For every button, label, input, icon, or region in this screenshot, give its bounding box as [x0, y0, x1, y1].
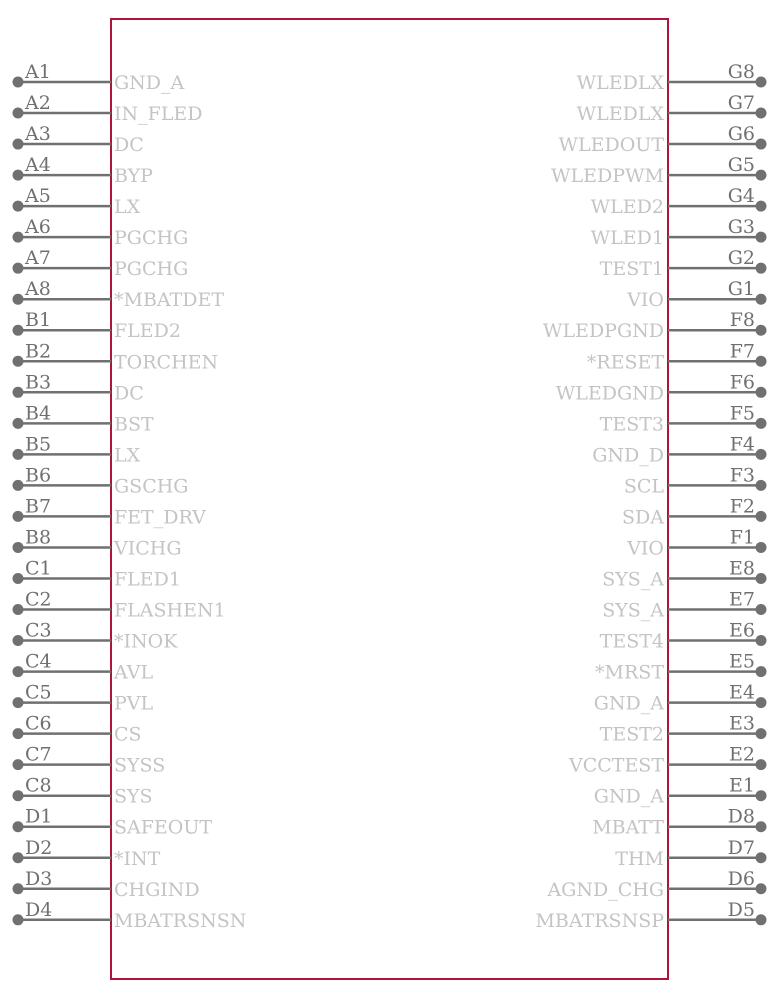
pin-terminal-dot	[756, 759, 767, 770]
pin-terminal-dot	[13, 604, 24, 615]
pin-number: B5	[25, 433, 52, 456]
pin-terminal-dot	[756, 294, 767, 305]
pin-terminal-dot	[13, 635, 24, 646]
pin-C5	[13, 682, 154, 715]
pin-terminal-dot	[13, 883, 24, 894]
pin-D4	[13, 899, 247, 932]
pin-number: G4	[727, 185, 755, 208]
pin-number: G7	[727, 92, 755, 115]
pin-terminal-dot	[13, 387, 24, 398]
pin-number: F1	[729, 526, 755, 549]
pin-name: AVL	[114, 661, 154, 684]
pin-number: B4	[25, 402, 52, 425]
pin-number: C2	[25, 588, 52, 611]
pin-terminal-dot	[756, 635, 767, 646]
pin-terminal-dot	[756, 77, 767, 88]
pin-number: G5	[727, 154, 755, 177]
pin-terminal-dot	[13, 790, 24, 801]
pin-number: B3	[25, 371, 52, 394]
pin-B7	[13, 495, 207, 528]
pin-name: TORCHEN	[114, 351, 219, 374]
pin-terminal-dot	[13, 821, 24, 832]
pin-name: WLEDLX	[576, 72, 664, 94]
pin-E6	[600, 620, 767, 653]
pin-F4	[592, 433, 766, 466]
pin-G3	[591, 216, 767, 249]
pin-number: F8	[729, 309, 755, 332]
pin-terminal-dot	[756, 790, 767, 801]
pin-E8	[602, 557, 766, 590]
pin-D7	[615, 837, 766, 870]
pin-E7	[602, 589, 766, 622]
pin-number: F7	[729, 340, 755, 363]
pin-C4	[13, 651, 154, 684]
pin-name: LX	[114, 196, 141, 219]
pin-name: FET_DRV	[114, 506, 206, 529]
pin-F3	[624, 464, 767, 497]
pin-name: TEST4	[599, 630, 664, 653]
pin-F1	[626, 526, 766, 559]
pin-B3	[13, 371, 144, 404]
pin-terminal-dot	[756, 914, 767, 925]
pin-E5	[595, 651, 766, 684]
pin-G2	[600, 247, 767, 280]
pin-terminal-dot	[13, 449, 24, 460]
pin-terminal-dot	[13, 511, 24, 522]
pin-name: *MBATDET	[114, 289, 225, 312]
pin-F2	[622, 495, 766, 528]
pin-number: A8	[25, 278, 51, 301]
pin-terminal-dot	[13, 139, 24, 150]
pin-terminal-dot	[756, 542, 767, 553]
pin-B1	[13, 309, 182, 342]
pin-number: D6	[727, 867, 755, 890]
pin-terminal-dot	[756, 139, 767, 150]
pin-name: SDA	[622, 506, 664, 529]
pin-name: FLED2	[114, 320, 181, 343]
pin-B2	[13, 340, 219, 373]
pin-terminal-dot	[756, 449, 767, 460]
pin-name: WLED1	[590, 227, 664, 250]
pin-name: MBATT	[592, 816, 664, 839]
pin-name: WLEDOUT	[558, 134, 664, 157]
pin-number: B2	[25, 340, 52, 363]
pin-name: WLEDGND	[555, 382, 664, 405]
pin-number: G6	[727, 123, 755, 146]
pin-terminal-dot	[13, 666, 24, 677]
pin-number: E3	[729, 712, 755, 735]
pin-name: SYSS	[114, 754, 166, 777]
pin-terminal-dot	[13, 480, 24, 491]
pin-name: SYS_A	[602, 599, 664, 622]
pin-name: SYS	[114, 785, 153, 808]
pin-number: G2	[727, 247, 755, 270]
pin-name: DC	[114, 134, 144, 157]
pin-number: G8	[727, 61, 755, 83]
pin-G7	[577, 92, 767, 125]
pin-terminal-dot	[13, 759, 24, 770]
pin-C3	[13, 620, 179, 653]
pin-terminal-dot	[756, 232, 767, 243]
pin-E3	[600, 713, 767, 746]
pin-number: C4	[25, 650, 52, 673]
pin-terminal-dot	[13, 108, 24, 119]
pin-A6	[13, 216, 189, 249]
pin-D5	[535, 899, 766, 932]
pin-number: D8	[727, 805, 755, 828]
pin-name: SAFEOUT	[114, 816, 213, 839]
pin-number: B8	[25, 526, 52, 549]
pin-name: GND_A	[593, 785, 664, 808]
pin-name: TEST3	[599, 413, 664, 436]
pin-A8	[13, 278, 225, 311]
pin-name: SCL	[623, 475, 664, 498]
pin-B4	[13, 402, 154, 435]
pin-E4	[594, 682, 767, 715]
pin-G8	[577, 61, 767, 94]
pin-terminal-dot	[756, 263, 767, 274]
pin-D2	[13, 837, 161, 870]
pin-number: C1	[25, 557, 52, 580]
pin-terminal-dot	[13, 852, 24, 863]
pin-C2	[13, 589, 226, 622]
pin-number: D4	[25, 898, 53, 921]
pin-F5	[600, 402, 767, 435]
pin-number: F5	[729, 402, 755, 425]
pin-name: PVL	[114, 692, 154, 715]
pin-number: C8	[25, 774, 52, 797]
pin-terminal-dot	[756, 170, 767, 181]
pin-F6	[556, 371, 767, 404]
pin-terminal-dot	[13, 325, 24, 336]
pin-number: D2	[25, 836, 53, 859]
pin-terminal-dot	[756, 201, 767, 212]
pin-number: D1	[25, 805, 53, 828]
pin-A5	[13, 185, 141, 218]
pin-terminal-dot	[756, 728, 767, 739]
pin-terminal-dot	[13, 170, 24, 181]
pin-name: PGCHG	[114, 258, 189, 281]
pin-C8	[13, 775, 153, 808]
left-pin-group	[13, 61, 247, 932]
pin-number: F4	[729, 433, 755, 456]
pin-name: VIO	[627, 289, 664, 312]
pin-F7	[587, 340, 767, 373]
pin-name: GND_D	[592, 444, 664, 467]
pin-terminal-dot	[13, 294, 24, 305]
pin-name: WLED2	[590, 196, 664, 219]
pin-number: A4	[25, 154, 51, 177]
pin-number: D7	[727, 836, 755, 859]
pin-terminal-dot	[13, 77, 24, 88]
pin-terminal-dot	[13, 914, 24, 925]
right-pin-group	[535, 61, 766, 932]
pin-terminal-dot	[756, 883, 767, 894]
pin-number: E5	[729, 650, 755, 673]
pin-name: MBATRSNSN	[114, 909, 247, 932]
pin-B6	[13, 464, 189, 497]
pin-name: AGND_CHG	[547, 878, 664, 901]
pin-number: F2	[729, 495, 755, 518]
pin-name: WLEDPWM	[550, 165, 664, 188]
pin-number: E6	[729, 619, 755, 642]
pin-terminal-dot	[13, 697, 24, 708]
pin-E1	[594, 775, 767, 808]
pin-B5	[13, 433, 141, 466]
pin-name: BYP	[114, 165, 153, 188]
pin-number: A3	[25, 123, 51, 146]
pin-terminal-dot	[756, 821, 767, 832]
pin-C1	[13, 557, 182, 590]
pin-G6	[558, 123, 766, 156]
pin-number: B1	[25, 309, 52, 332]
pin-A1	[13, 61, 185, 94]
pin-number: E2	[729, 743, 755, 766]
pin-terminal-dot	[756, 511, 767, 522]
pin-B8	[13, 526, 182, 559]
pin-number: F6	[729, 371, 755, 394]
pin-terminal-dot	[756, 108, 767, 119]
pin-C7	[13, 744, 166, 777]
pin-name: WLEDPGND	[542, 320, 664, 343]
pin-name: *RESET	[586, 351, 664, 374]
pin-name: CS	[114, 723, 142, 746]
pin-number: E7	[729, 588, 755, 611]
pin-A7	[13, 247, 189, 280]
pin-terminal-dot	[756, 852, 767, 863]
pin-terminal-dot	[756, 480, 767, 491]
pin-name: BST	[114, 413, 154, 436]
pin-F8	[543, 309, 767, 342]
pin-G5	[551, 154, 767, 187]
pin-terminal-dot	[756, 418, 767, 429]
pin-number: F3	[729, 464, 755, 487]
pin-C6	[13, 713, 142, 746]
pin-number: C5	[25, 681, 52, 704]
pin-terminal-dot	[13, 573, 24, 584]
pin-number: E4	[729, 681, 755, 704]
pin-number: D3	[25, 867, 53, 890]
pin-D8	[592, 806, 766, 839]
pin-number: B7	[25, 495, 52, 518]
pin-name: PGCHG	[114, 227, 189, 250]
pin-name: IN_FLED	[114, 103, 203, 126]
pin-name: WLEDLX	[576, 103, 664, 126]
pin-G1	[626, 278, 766, 311]
pin-name: LX	[114, 444, 141, 467]
pin-terminal-dot	[756, 356, 767, 367]
pin-number: A7	[25, 247, 51, 270]
pin-name: *MRST	[595, 661, 664, 684]
pin-number: A5	[25, 185, 51, 208]
pin-name: MBATRSNSP	[535, 909, 664, 932]
pin-name: FLED1	[114, 568, 181, 591]
pin-name: *INOK	[114, 630, 178, 653]
pin-number: B6	[25, 464, 52, 487]
pin-number: A6	[25, 216, 51, 239]
pin-terminal-dot	[13, 356, 24, 367]
pin-name: VICHG	[114, 537, 182, 560]
pin-name: *INT	[114, 847, 161, 870]
pin-terminal-dot	[13, 542, 24, 553]
pin-terminal-dot	[756, 666, 767, 677]
pin-A4	[13, 154, 154, 187]
pin-terminal-dot	[756, 573, 767, 584]
pin-terminal-dot	[756, 387, 767, 398]
pin-name: THM	[615, 847, 664, 870]
pin-terminal-dot	[13, 232, 24, 243]
pin-number: E8	[729, 557, 755, 580]
pin-name: CHGIND	[114, 878, 200, 901]
pin-name: GND_A	[114, 72, 185, 94]
pin-number: E1	[729, 774, 755, 797]
pin-number: G1	[727, 278, 755, 301]
pin-D1	[13, 806, 213, 839]
pin-name: VIO	[627, 537, 664, 560]
pin-terminal-dot	[756, 604, 767, 615]
pin-name: GSCHG	[114, 475, 189, 498]
pin-number: C3	[25, 619, 52, 642]
pin-A3	[13, 123, 144, 156]
pin-name: SYS_A	[602, 568, 664, 591]
pin-terminal-dot	[13, 201, 24, 212]
pin-terminal-dot	[13, 263, 24, 274]
pin-number: G3	[727, 216, 755, 239]
pin-terminal-dot	[13, 418, 24, 429]
pin-number: D5	[727, 898, 755, 921]
pin-name: FLASHEN1	[114, 599, 226, 622]
pin-name: VCCTEST	[568, 754, 664, 777]
pin-number: C7	[25, 743, 52, 766]
pin-number: A1	[25, 61, 51, 83]
pin-G4	[591, 185, 767, 218]
pin-name: TEST2	[599, 723, 664, 746]
pin-terminal-dot	[756, 325, 767, 336]
pin-terminal-dot	[756, 697, 767, 708]
pin-D6	[546, 868, 766, 901]
pin-name: DC	[114, 382, 144, 405]
pin-A2	[13, 92, 203, 125]
pin-D3	[13, 868, 200, 901]
pin-name: GND_A	[593, 692, 664, 715]
pin-name: TEST1	[599, 258, 664, 281]
pin-number: C6	[25, 712, 52, 735]
pin-terminal-dot	[13, 728, 24, 739]
pin-number: A2	[25, 92, 51, 115]
